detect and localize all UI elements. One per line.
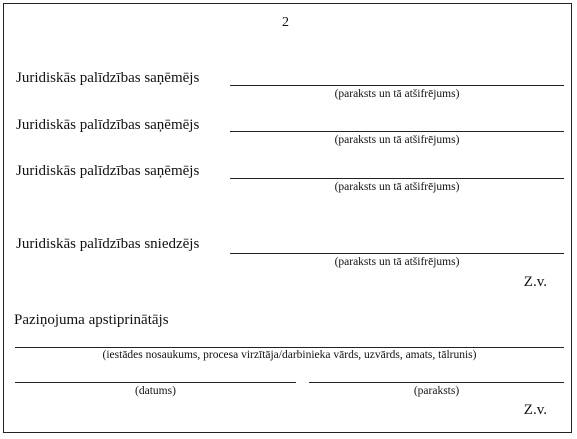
- recipient-3-label: Juridiskās palīdzības saņēmējs: [16, 163, 200, 179]
- provider-label: Juridiskās palīdzības sniedzējs: [16, 236, 200, 252]
- provider-signature-line[interactable]: [230, 253, 564, 254]
- recipient-1-signature-line[interactable]: [230, 85, 564, 86]
- certifier-signature-line[interactable]: [309, 382, 564, 383]
- page-number: 2: [282, 15, 289, 30]
- recipient-1-label: Juridiskās palīdzības saņēmējs: [16, 70, 200, 86]
- recipient-2-signature-line[interactable]: [230, 131, 564, 132]
- form-frame: [3, 3, 572, 433]
- certifier-label: Paziņojuma apstiprinātājs: [14, 312, 169, 328]
- provider-stamp-mark: Z.v.: [523, 274, 547, 290]
- date-line[interactable]: [15, 382, 296, 383]
- recipient-1-caption: (paraksts un tā atšifrējums): [334, 88, 460, 100]
- recipient-3-caption: (paraksts un tā atšifrējums): [334, 181, 460, 193]
- recipient-3-signature-line[interactable]: [230, 178, 564, 179]
- certifier-caption: (iestādes nosaukums, procesa virzītāja/darbinieka vārds, uzvārds, amats, tālrunis): [102, 349, 477, 361]
- date-caption: (datums): [135, 385, 176, 397]
- recipient-2-caption: (paraksts un tā atšifrējums): [334, 134, 460, 146]
- recipient-2-label: Juridiskās palīdzības saņēmējs: [16, 117, 200, 133]
- certifier-line[interactable]: [15, 347, 564, 348]
- provider-caption: (paraksts un tā atšifrējums): [334, 256, 460, 268]
- certifier-signature-caption: (paraksts): [413, 385, 460, 397]
- certifier-stamp-mark: Z.v.: [523, 402, 547, 418]
